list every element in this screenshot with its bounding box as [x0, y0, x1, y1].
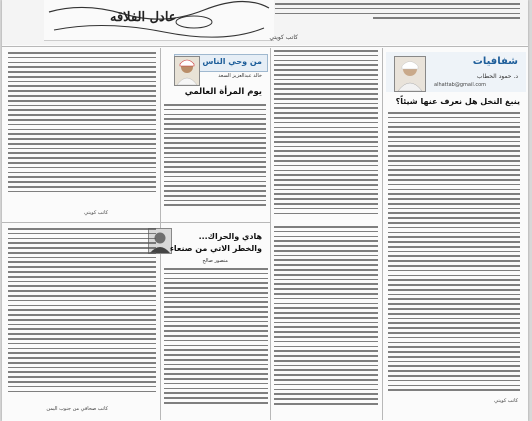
newspaper-page — [2, 0, 528, 421]
body-text-bottom-left — [8, 228, 156, 400]
top-article-tail — [275, 3, 520, 33]
section-divider — [2, 46, 528, 47]
headline-bottom-line2: والخطر الاتي من صنعاء — [169, 244, 262, 253]
cartoon-signature: عادل الفلاقه — [110, 10, 177, 25]
column-name-right: شفافيات — [472, 56, 518, 67]
author-byline-middle: خالد عبدالعزيز السعد — [218, 73, 262, 79]
section-divider — [2, 222, 270, 223]
body-text-left-upper — [8, 52, 156, 202]
column-divider — [382, 48, 383, 420]
author-photo-middle — [174, 56, 200, 86]
author-email-right: alhattab@gmail.com — [434, 82, 486, 88]
body-text-middle-lower — [274, 226, 378, 412]
headline-bottom-line1: هادي والحراك... — [198, 232, 262, 241]
body-text-middle-upper — [274, 50, 378, 218]
body-text-bottom-middle — [164, 268, 268, 414]
top-article-text — [275, 3, 520, 25]
author-byline-right: د. حمود الحطاب — [476, 73, 518, 80]
cartoon-panel — [44, 0, 274, 41]
credit-bottom-left: كاتب صحافي من جنوب اليمن — [46, 406, 108, 412]
body-text-middle — [164, 104, 266, 212]
column-name-middle: من وحي الناس — [202, 57, 262, 66]
credit-right: كاتب كويتي — [494, 398, 518, 404]
column-divider — [270, 48, 271, 420]
author-photo-right — [394, 56, 426, 92]
body-text-right — [388, 112, 520, 392]
headline-right: ينبغ النخل هل نعرف عنها شيئاً؟ — [395, 97, 520, 106]
headline-middle: يوم المرأة العالمي — [184, 87, 262, 97]
author-byline-bottom: منصور صالح — [202, 258, 228, 264]
top-credit: كاتب كويتي — [269, 34, 298, 41]
credit-middle: كاتب كويتي — [84, 210, 108, 216]
